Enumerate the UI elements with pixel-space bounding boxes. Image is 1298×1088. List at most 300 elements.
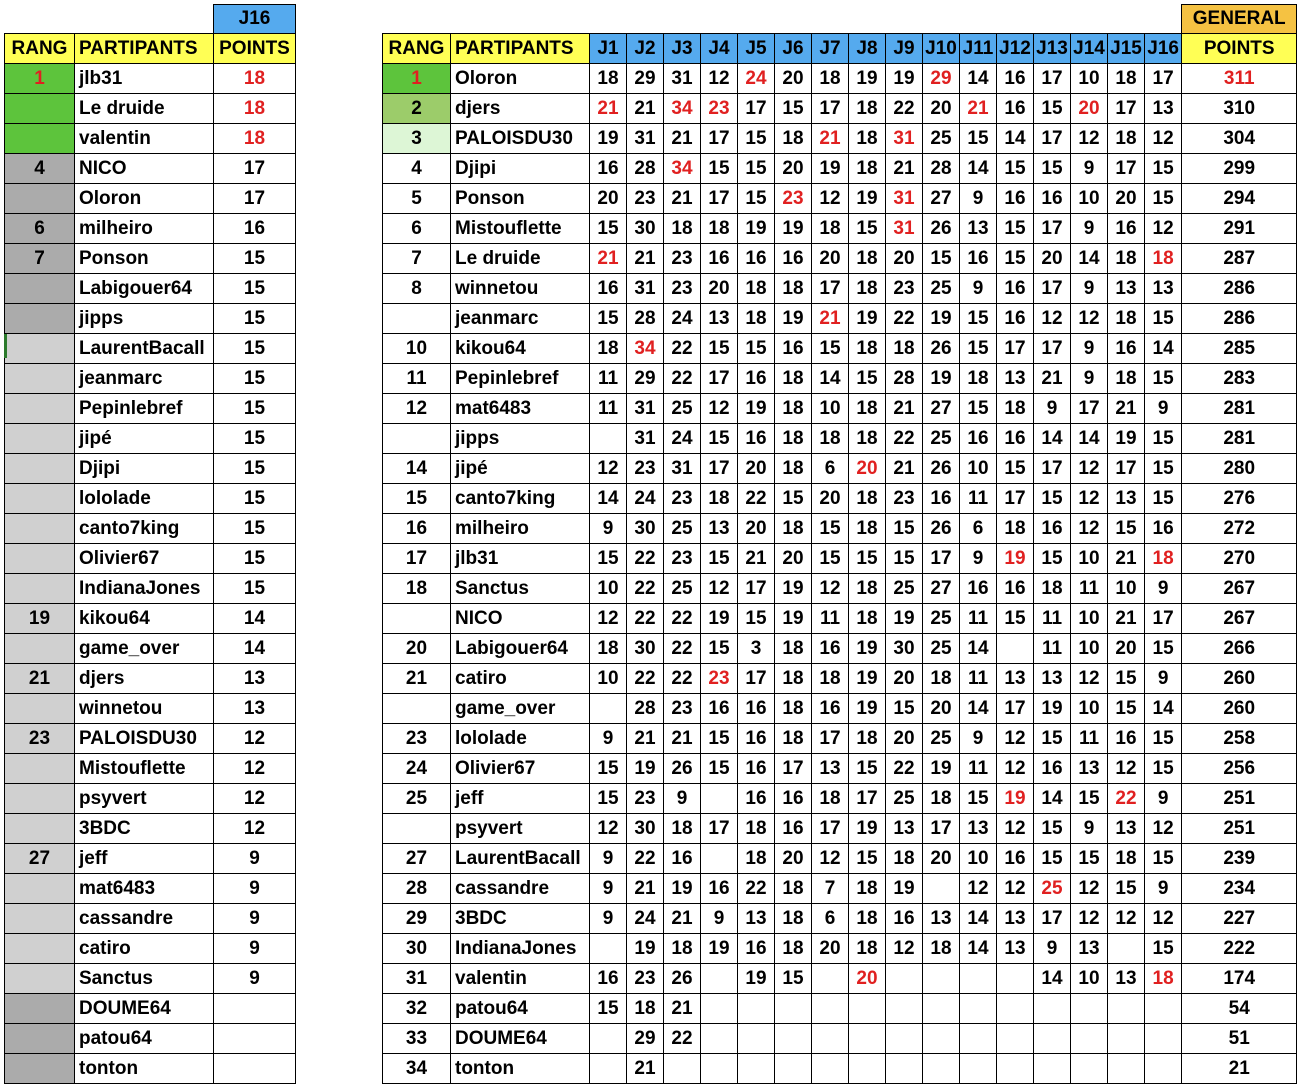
table-row (5, 994, 296, 1024)
score-cell: 15 (738, 604, 775, 634)
score-cell: 19 (738, 394, 775, 424)
score-cell: 16 (701, 694, 738, 724)
rank-cell (5, 874, 75, 904)
score-cell: 15 (997, 244, 1034, 274)
score-cell: 15 (1145, 484, 1182, 514)
total-cell: 267 (1182, 574, 1297, 604)
score-cell: 17 (1034, 334, 1071, 364)
score-cell: 9 (960, 544, 997, 574)
score-cell: 27 (923, 184, 960, 214)
rank-cell: 6 (5, 214, 75, 244)
score-cell: 28 (923, 154, 960, 184)
score-cell: 27 (923, 574, 960, 604)
score-cell (886, 1054, 923, 1084)
score-cell: 12 (1071, 484, 1108, 514)
score-cell: 17 (997, 334, 1034, 364)
header-participants: PARTIPANTS (451, 34, 590, 64)
score-cell: 15 (590, 304, 627, 334)
total-cell: 304 (1182, 124, 1297, 154)
score-cell: 16 (960, 574, 997, 604)
score-cell: 15 (1145, 154, 1182, 184)
table-row (5, 664, 296, 694)
score-cell (1034, 1054, 1071, 1084)
score-cell: 17 (738, 94, 775, 124)
score-cell: 18 (1108, 64, 1145, 94)
score-cell: 31 (664, 454, 701, 484)
score-cell: 11 (1071, 724, 1108, 754)
score-cell: 20 (1071, 94, 1108, 124)
participant-cell: Mistouflette (451, 214, 590, 244)
score-cell: 21 (590, 244, 627, 274)
rank-cell (383, 814, 451, 844)
score-cell: 18 (775, 274, 812, 304)
score-cell: 12 (960, 874, 997, 904)
score-cell: 18 (738, 844, 775, 874)
score-cell: 19 (775, 304, 812, 334)
score-cell: 15 (1145, 754, 1182, 784)
score-cell: 15 (775, 94, 812, 124)
score-cell: 14 (1071, 244, 1108, 274)
points-cell: 15 (214, 244, 296, 274)
score-cell: 15 (812, 514, 849, 544)
participant-cell: cassandre (75, 904, 214, 934)
participant-cell: winnetou (451, 274, 590, 304)
header-day: J2 (627, 34, 664, 64)
participant-cell: DOUME64 (75, 994, 214, 1024)
score-cell: 16 (997, 274, 1034, 304)
score-cell: 15 (590, 754, 627, 784)
day-label-row (5, 5, 296, 34)
score-cell: 16 (997, 424, 1034, 454)
score-cell: 16 (738, 784, 775, 814)
rank-cell: 31 (383, 964, 451, 994)
score-cell: 18 (775, 874, 812, 904)
rank-cell: 15 (383, 484, 451, 514)
points-cell: 13 (214, 664, 296, 694)
total-cell: 285 (1182, 334, 1297, 364)
score-cell: 18 (775, 394, 812, 424)
score-cell: 23 (664, 484, 701, 514)
score-cell: 15 (1108, 694, 1145, 724)
score-cell: 23 (664, 544, 701, 574)
score-cell: 17 (1145, 604, 1182, 634)
score-cell: 20 (1108, 634, 1145, 664)
score-cell (1145, 1054, 1182, 1084)
score-cell: 15 (1145, 844, 1182, 874)
score-cell: 16 (812, 634, 849, 664)
header-day: J1 (590, 34, 627, 64)
score-cell: 18 (775, 634, 812, 664)
score-cell (1034, 1024, 1071, 1054)
score-cell: 15 (775, 964, 812, 994)
score-cell: 30 (627, 514, 664, 544)
rank-cell: 34 (383, 1054, 451, 1084)
score-cell: 25 (664, 514, 701, 544)
score-cell: 31 (627, 394, 664, 424)
score-cell: 10 (1071, 634, 1108, 664)
score-cell: 18 (701, 214, 738, 244)
score-cell (886, 964, 923, 994)
participant-cell: Pepinlebref (75, 394, 214, 424)
score-cell: 9 (1071, 364, 1108, 394)
score-cell: 18 (1145, 964, 1182, 994)
score-cell: 16 (1108, 214, 1145, 244)
table-row (5, 754, 296, 784)
score-cell: 9 (590, 844, 627, 874)
score-cell: 13 (1034, 664, 1071, 694)
rank-cell (5, 814, 75, 844)
score-cell: 13 (1145, 274, 1182, 304)
score-cell: 15 (1034, 544, 1071, 574)
header-rank: RANG (5, 34, 75, 64)
score-cell: 15 (960, 304, 997, 334)
score-cell: 16 (738, 694, 775, 724)
score-cell: 16 (701, 244, 738, 274)
score-cell: 12 (590, 814, 627, 844)
score-cell: 18 (849, 154, 886, 184)
score-cell: 22 (664, 334, 701, 364)
score-cell: 16 (738, 244, 775, 274)
total-cell: 310 (1182, 94, 1297, 124)
score-cell: 17 (1034, 64, 1071, 94)
points-cell: 14 (214, 634, 296, 664)
points-cell: 13 (214, 694, 296, 724)
rank-cell (383, 304, 451, 334)
score-cell: 20 (738, 454, 775, 484)
score-cell: 9 (960, 274, 997, 304)
rank-cell (5, 274, 75, 304)
score-cell (812, 994, 849, 1024)
score-cell: 13 (1071, 754, 1108, 784)
rank-cell (5, 454, 75, 484)
score-cell: 10 (1071, 694, 1108, 724)
score-cell: 20 (849, 454, 886, 484)
score-cell: 20 (923, 694, 960, 724)
score-cell: 9 (664, 784, 701, 814)
participant-cell: tonton (451, 1054, 590, 1084)
score-cell: 9 (701, 904, 738, 934)
rank-cell: 4 (383, 154, 451, 184)
rank-cell (5, 574, 75, 604)
score-cell: 20 (886, 244, 923, 274)
header-day: J10 (923, 34, 960, 64)
participant-cell: Labigouer64 (451, 634, 590, 664)
score-cell: 12 (997, 724, 1034, 754)
score-cell: 18 (812, 784, 849, 814)
rank-cell (5, 784, 75, 814)
table-row (383, 844, 1297, 874)
score-cell: 15 (1145, 934, 1182, 964)
score-cell: 21 (738, 544, 775, 574)
score-cell: 26 (923, 334, 960, 364)
participant-cell: DOUME64 (451, 1024, 590, 1054)
score-cell: 13 (812, 754, 849, 784)
table-row (383, 1054, 1297, 1084)
score-cell: 24 (664, 304, 701, 334)
score-cell: 25 (923, 634, 960, 664)
rank-cell (5, 994, 75, 1024)
score-cell: 16 (738, 424, 775, 454)
score-cell: 16 (886, 904, 923, 934)
score-cell: 12 (1071, 124, 1108, 154)
score-cell (701, 1024, 738, 1054)
general-label-row (383, 5, 1297, 34)
score-cell: 30 (886, 634, 923, 664)
rank-cell (5, 634, 75, 664)
score-cell: 16 (664, 844, 701, 874)
table-row (383, 814, 1297, 844)
score-cell: 9 (1034, 394, 1071, 424)
score-cell: 18 (1108, 304, 1145, 334)
total-cell: 291 (1182, 214, 1297, 244)
total-cell: 283 (1182, 364, 1297, 394)
score-cell: 10 (590, 574, 627, 604)
score-cell: 23 (627, 784, 664, 814)
score-cell: 18 (590, 334, 627, 364)
score-cell: 13 (1071, 934, 1108, 964)
rank-cell: 17 (383, 544, 451, 574)
score-cell: 18 (775, 904, 812, 934)
rank-cell: 8 (383, 274, 451, 304)
score-cell: 16 (997, 64, 1034, 94)
total-cell: 280 (1182, 454, 1297, 484)
rank-cell (5, 544, 75, 574)
participant-cell: psyvert (75, 784, 214, 814)
score-cell: 18 (738, 814, 775, 844)
score-cell: 15 (1071, 784, 1108, 814)
points-cell: 17 (214, 154, 296, 184)
score-cell (886, 994, 923, 1024)
score-cell: 19 (997, 544, 1034, 574)
score-cell: 13 (1145, 94, 1182, 124)
score-cell: 15 (997, 604, 1034, 634)
score-cell: 12 (1108, 904, 1145, 934)
score-cell: 20 (775, 544, 812, 574)
score-cell (590, 424, 627, 454)
score-cell: 16 (997, 94, 1034, 124)
score-cell: 15 (1145, 424, 1182, 454)
score-cell: 9 (960, 724, 997, 754)
header-day: J14 (1071, 34, 1108, 64)
score-cell: 18 (849, 244, 886, 274)
table-row (383, 244, 1297, 274)
score-cell: 20 (1108, 184, 1145, 214)
total-cell: 21 (1182, 1054, 1297, 1084)
table-row (5, 544, 296, 574)
score-cell: 24 (664, 424, 701, 454)
rank-cell: 33 (383, 1024, 451, 1054)
score-cell: 18 (997, 514, 1034, 544)
table-row (5, 784, 296, 814)
score-cell: 9 (1071, 334, 1108, 364)
score-cell: 12 (997, 754, 1034, 784)
blank-cell (5, 5, 75, 34)
day-ranking-table (4, 4, 296, 1084)
score-cell: 26 (664, 754, 701, 784)
score-cell: 15 (775, 484, 812, 514)
score-cell: 21 (664, 724, 701, 754)
score-cell: 22 (738, 874, 775, 904)
score-cell: 16 (590, 154, 627, 184)
score-cell: 18 (849, 334, 886, 364)
table-row (5, 424, 296, 454)
score-cell: 16 (997, 844, 1034, 874)
participant-cell: Le druide (451, 244, 590, 274)
points-cell: 12 (214, 814, 296, 844)
score-cell: 26 (923, 514, 960, 544)
score-cell (997, 994, 1034, 1024)
score-cell: 20 (812, 484, 849, 514)
total-cell: 281 (1182, 424, 1297, 454)
total-cell: 260 (1182, 694, 1297, 724)
points-cell: 9 (214, 844, 296, 874)
points-cell: 17 (214, 184, 296, 214)
score-cell: 16 (701, 874, 738, 904)
score-cell: 19 (849, 304, 886, 334)
score-cell: 9 (590, 874, 627, 904)
score-cell: 17 (775, 754, 812, 784)
points-cell: 12 (214, 754, 296, 784)
score-cell: 17 (812, 724, 849, 754)
score-cell: 17 (849, 784, 886, 814)
score-cell: 21 (960, 94, 997, 124)
score-cell: 31 (627, 274, 664, 304)
score-cell: 18 (812, 424, 849, 454)
table-row (383, 874, 1297, 904)
total-cell: 294 (1182, 184, 1297, 214)
participant-cell: Olivier67 (451, 754, 590, 784)
total-cell: 270 (1182, 544, 1297, 574)
participant-cell: game_over (75, 634, 214, 664)
score-cell: 17 (997, 694, 1034, 724)
table-row (5, 934, 296, 964)
header-row (383, 34, 1297, 64)
participant-cell: mat6483 (75, 874, 214, 904)
score-cell: 9 (1145, 394, 1182, 424)
points-cell: 12 (214, 784, 296, 814)
score-cell: 18 (849, 724, 886, 754)
score-cell: 28 (886, 364, 923, 394)
score-cell: 14 (1034, 424, 1071, 454)
score-cell: 14 (1145, 694, 1182, 724)
table-row (383, 664, 1297, 694)
table-row (383, 304, 1297, 334)
score-cell: 25 (923, 724, 960, 754)
rank-cell (5, 184, 75, 214)
score-cell: 21 (1108, 604, 1145, 634)
rank-cell: 28 (383, 874, 451, 904)
total-cell: 256 (1182, 754, 1297, 784)
participant-cell: kikou64 (451, 334, 590, 364)
table-row (383, 64, 1297, 94)
score-cell (738, 1054, 775, 1084)
score-cell: 29 (627, 1024, 664, 1054)
score-cell: 16 (738, 364, 775, 394)
table-row (383, 724, 1297, 754)
score-cell: 28 (627, 304, 664, 334)
table-row (5, 124, 296, 154)
score-cell (812, 964, 849, 994)
rank-cell: 21 (5, 664, 75, 694)
rank-cell: 2 (383, 94, 451, 124)
participant-cell: Labigouer64 (75, 274, 214, 304)
score-cell: 9 (960, 184, 997, 214)
score-cell: 16 (775, 244, 812, 274)
rank-cell (5, 394, 75, 424)
score-cell: 16 (812, 694, 849, 724)
participant-cell: Oloron (451, 64, 590, 94)
points-cell: 15 (214, 364, 296, 394)
points-cell: 18 (214, 64, 296, 94)
points-cell: 14 (214, 604, 296, 634)
rank-cell: 19 (5, 604, 75, 634)
score-cell: 21 (1108, 394, 1145, 424)
score-cell: 31 (627, 124, 664, 154)
score-cell: 21 (627, 244, 664, 274)
score-cell: 13 (701, 514, 738, 544)
participant-cell: mat6483 (451, 394, 590, 424)
score-cell: 16 (738, 934, 775, 964)
score-cell: 15 (812, 544, 849, 574)
score-cell: 24 (627, 484, 664, 514)
score-cell: 15 (1034, 844, 1071, 874)
score-cell: 17 (812, 814, 849, 844)
score-cell (701, 964, 738, 994)
score-cell: 22 (1108, 784, 1145, 814)
score-cell: 16 (1034, 514, 1071, 544)
points-cell (214, 994, 296, 1024)
score-cell: 15 (738, 334, 775, 364)
score-cell: 26 (923, 454, 960, 484)
score-cell: 19 (849, 814, 886, 844)
score-cell: 19 (923, 364, 960, 394)
score-cell: 11 (1071, 574, 1108, 604)
score-cell (1071, 1054, 1108, 1084)
table-row (383, 214, 1297, 244)
score-cell: 9 (590, 514, 627, 544)
table-row (383, 904, 1297, 934)
score-cell (812, 1054, 849, 1084)
participant-cell: cassandre (451, 874, 590, 904)
score-cell: 9 (1145, 664, 1182, 694)
table-row (383, 514, 1297, 544)
score-cell (1145, 994, 1182, 1024)
rank-cell: 1 (383, 64, 451, 94)
score-cell: 12 (997, 814, 1034, 844)
score-cell: 23 (627, 454, 664, 484)
score-cell: 23 (775, 184, 812, 214)
score-cell: 19 (812, 154, 849, 184)
score-cell: 22 (664, 634, 701, 664)
total-cell: 234 (1182, 874, 1297, 904)
table-row (383, 994, 1297, 1024)
score-cell: 31 (886, 184, 923, 214)
score-cell: 9 (590, 904, 627, 934)
score-cell: 17 (1145, 64, 1182, 94)
score-cell: 16 (960, 424, 997, 454)
score-cell: 15 (701, 634, 738, 664)
score-cell: 17 (923, 544, 960, 574)
score-cell: 22 (738, 484, 775, 514)
total-cell: 222 (1182, 934, 1297, 964)
score-cell: 15 (812, 334, 849, 364)
participant-cell: tonton (75, 1054, 214, 1084)
participant-cell: Ponson (75, 244, 214, 274)
score-cell: 12 (701, 394, 738, 424)
score-cell: 18 (775, 934, 812, 964)
score-cell: 13 (960, 214, 997, 244)
score-cell: 18 (923, 664, 960, 694)
